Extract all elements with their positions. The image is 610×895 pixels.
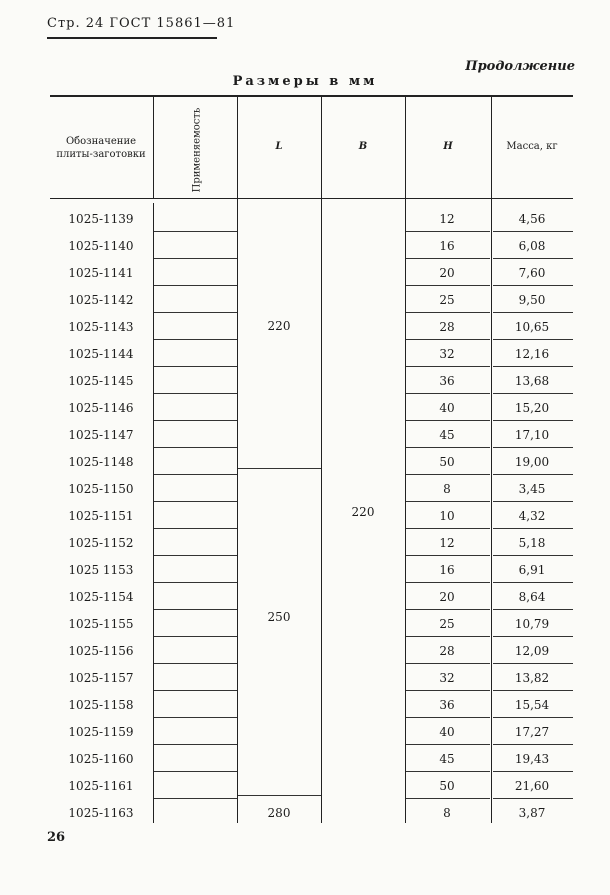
row-h: 12 bbox=[439, 212, 455, 226]
row-h: 36 bbox=[439, 698, 455, 712]
row-underline bbox=[154, 636, 237, 637]
header-rule bbox=[47, 37, 217, 39]
row-underline bbox=[493, 636, 573, 637]
row-h: 28 bbox=[439, 320, 455, 334]
row-underline bbox=[406, 231, 490, 232]
row-h: 32 bbox=[439, 347, 455, 361]
row-underline bbox=[406, 447, 490, 448]
row-code: 1025-1163 bbox=[68, 806, 134, 820]
row-mass: 19,43 bbox=[514, 752, 550, 766]
row-underline bbox=[406, 582, 490, 583]
row-mass: 6,08 bbox=[518, 239, 546, 253]
table-top-rule bbox=[50, 95, 573, 97]
column-header-B: B bbox=[358, 141, 368, 152]
row-underline bbox=[493, 420, 573, 421]
column-header-H: H bbox=[443, 141, 453, 152]
row-underline bbox=[406, 501, 490, 502]
row-underline bbox=[406, 690, 490, 691]
dimensions-caption: Размеры в мм bbox=[232, 74, 378, 89]
row-underline bbox=[493, 690, 573, 691]
row-underline bbox=[493, 474, 573, 475]
row-code: 1025-1140 bbox=[68, 239, 134, 253]
row-code: 1025-1161 bbox=[68, 779, 134, 793]
row-mass: 6,91 bbox=[518, 563, 546, 577]
row-h: 20 bbox=[439, 266, 455, 280]
row-underline bbox=[154, 528, 237, 529]
row-mass: 13,68 bbox=[514, 374, 550, 388]
row-h: 40 bbox=[439, 401, 455, 415]
row-underline bbox=[406, 339, 490, 340]
row-code: 1025-1152 bbox=[68, 536, 134, 550]
col-divider bbox=[321, 96, 322, 823]
row-underline bbox=[493, 447, 573, 448]
row-code: 1025-1143 bbox=[68, 320, 134, 334]
l-value-280: 280 bbox=[267, 806, 291, 820]
row-underline bbox=[493, 771, 573, 772]
row-underline bbox=[406, 312, 490, 313]
row-underline bbox=[493, 339, 573, 340]
row-underline bbox=[154, 771, 237, 772]
row-underline bbox=[493, 582, 573, 583]
page-header: Стр. 24 ГОСТ 15861—81 bbox=[47, 16, 236, 31]
row-mass: 5,18 bbox=[518, 536, 546, 550]
column-header-mass: Масса, кг bbox=[506, 141, 558, 152]
row-underline bbox=[493, 744, 573, 745]
row-underline bbox=[154, 447, 237, 448]
l-value-220: 220 bbox=[267, 319, 291, 333]
row-underline bbox=[154, 474, 237, 475]
row-mass: 8,64 bbox=[518, 590, 546, 604]
row-h: 28 bbox=[439, 644, 455, 658]
row-underline bbox=[406, 744, 490, 745]
continuation-label: Продолжение bbox=[465, 59, 575, 74]
row-code: 1025-1146 bbox=[68, 401, 134, 415]
row-mass: 4,32 bbox=[518, 509, 546, 523]
row-underline bbox=[493, 501, 573, 502]
row-h: 50 bbox=[439, 455, 455, 469]
row-mass: 3,45 bbox=[518, 482, 546, 496]
row-underline bbox=[493, 528, 573, 529]
row-code: 1025-1145 bbox=[68, 374, 134, 388]
row-mass: 9,50 bbox=[518, 293, 546, 307]
row-underline bbox=[493, 258, 573, 259]
row-underline bbox=[154, 555, 237, 556]
row-mass: 21,60 bbox=[514, 779, 550, 793]
row-code: 1025-1156 bbox=[68, 644, 134, 658]
row-mass: 10,65 bbox=[514, 320, 550, 334]
row-underline bbox=[406, 609, 490, 610]
row-underline bbox=[406, 555, 490, 556]
col-divider bbox=[153, 203, 154, 823]
row-underline bbox=[154, 798, 237, 799]
row-code: 1025-1158 bbox=[68, 698, 134, 712]
row-h: 45 bbox=[439, 428, 455, 442]
row-mass: 7,60 bbox=[518, 266, 546, 280]
row-h: 16 bbox=[439, 239, 455, 253]
table-header-rule bbox=[50, 198, 573, 199]
row-underline bbox=[154, 690, 237, 691]
row-mass: 3,87 bbox=[518, 806, 546, 820]
row-underline bbox=[406, 420, 490, 421]
row-underline bbox=[154, 582, 237, 583]
row-underline bbox=[154, 231, 237, 232]
row-h: 20 bbox=[439, 590, 455, 604]
row-code: 1025-1147 bbox=[68, 428, 134, 442]
row-underline bbox=[493, 555, 573, 556]
row-underline bbox=[154, 420, 237, 421]
row-underline bbox=[493, 609, 573, 610]
row-h: 40 bbox=[439, 725, 455, 739]
row-underline bbox=[154, 366, 237, 367]
b-value-220: 220 bbox=[351, 505, 375, 519]
row-h: 50 bbox=[439, 779, 455, 793]
row-mass: 17,10 bbox=[514, 428, 550, 442]
row-code: 1025-1148 bbox=[68, 455, 134, 469]
row-h: 25 bbox=[439, 617, 455, 631]
row-underline bbox=[406, 366, 490, 367]
row-h: 16 bbox=[439, 563, 455, 577]
row-underline bbox=[154, 501, 237, 502]
row-mass: 10,79 bbox=[514, 617, 550, 631]
col-divider bbox=[237, 96, 238, 823]
row-code: 1025-1157 bbox=[68, 671, 134, 685]
l-group-separator bbox=[238, 468, 321, 469]
row-underline bbox=[406, 636, 490, 637]
row-h: 25 bbox=[439, 293, 455, 307]
row-underline bbox=[154, 717, 237, 718]
row-h: 36 bbox=[439, 374, 455, 388]
row-code: 1025-1155 bbox=[68, 617, 134, 631]
row-underline bbox=[154, 393, 237, 394]
row-code: 1025-1150 bbox=[68, 482, 134, 496]
row-h: 12 bbox=[439, 536, 455, 550]
row-code: 1025-1154 bbox=[68, 590, 134, 604]
row-mass: 12,16 bbox=[514, 347, 550, 361]
row-code: 1025-1160 bbox=[68, 752, 134, 766]
column-header-designation: Обозначение плиты-заготовки bbox=[56, 136, 146, 160]
column-header-applicability-wrap bbox=[157, 105, 237, 195]
l-group-separator bbox=[238, 795, 321, 796]
row-mass: 19,00 bbox=[514, 455, 550, 469]
l-value-250: 250 bbox=[267, 610, 291, 624]
row-underline bbox=[493, 393, 573, 394]
row-mass: 12,09 bbox=[514, 644, 550, 658]
row-code: 1025 1153 bbox=[68, 563, 134, 577]
row-h: 32 bbox=[439, 671, 455, 685]
row-underline bbox=[406, 258, 490, 259]
column-header-applicability: Применяемость bbox=[191, 107, 203, 193]
row-h: 8 bbox=[443, 806, 451, 820]
row-underline bbox=[493, 312, 573, 313]
row-underline bbox=[154, 663, 237, 664]
row-code: 1025-1151 bbox=[68, 509, 134, 523]
row-underline bbox=[406, 717, 490, 718]
row-underline bbox=[406, 663, 490, 664]
row-h: 10 bbox=[439, 509, 455, 523]
row-code: 1025-1144 bbox=[68, 347, 134, 361]
row-underline bbox=[154, 744, 237, 745]
row-underline bbox=[493, 798, 573, 799]
column-header-L: L bbox=[275, 141, 283, 152]
row-h: 45 bbox=[439, 752, 455, 766]
row-underline bbox=[154, 339, 237, 340]
page-number: 26 bbox=[47, 830, 66, 845]
row-code: 1025-1159 bbox=[68, 725, 134, 739]
row-underline bbox=[406, 393, 490, 394]
row-underline bbox=[154, 285, 237, 286]
row-underline bbox=[154, 312, 237, 313]
row-underline bbox=[493, 663, 573, 664]
row-underline bbox=[154, 258, 237, 259]
row-underline bbox=[406, 798, 490, 799]
row-mass: 13,82 bbox=[514, 671, 550, 685]
row-underline bbox=[406, 528, 490, 529]
row-underline bbox=[406, 474, 490, 475]
row-code: 1025-1139 bbox=[68, 212, 134, 226]
row-underline bbox=[493, 231, 573, 232]
row-h: 8 bbox=[443, 482, 451, 496]
row-underline bbox=[406, 771, 490, 772]
row-mass: 15,20 bbox=[514, 401, 550, 415]
row-underline bbox=[154, 609, 237, 610]
row-code: 1025-1142 bbox=[68, 293, 134, 307]
row-underline bbox=[406, 285, 490, 286]
row-mass: 4,56 bbox=[518, 212, 546, 226]
row-mass: 17,27 bbox=[514, 725, 550, 739]
col-divider bbox=[153, 96, 154, 199]
row-underline bbox=[493, 717, 573, 718]
row-code: 1025-1141 bbox=[68, 266, 134, 280]
row-underline bbox=[493, 366, 573, 367]
row-underline bbox=[493, 285, 573, 286]
row-mass: 15,54 bbox=[514, 698, 550, 712]
